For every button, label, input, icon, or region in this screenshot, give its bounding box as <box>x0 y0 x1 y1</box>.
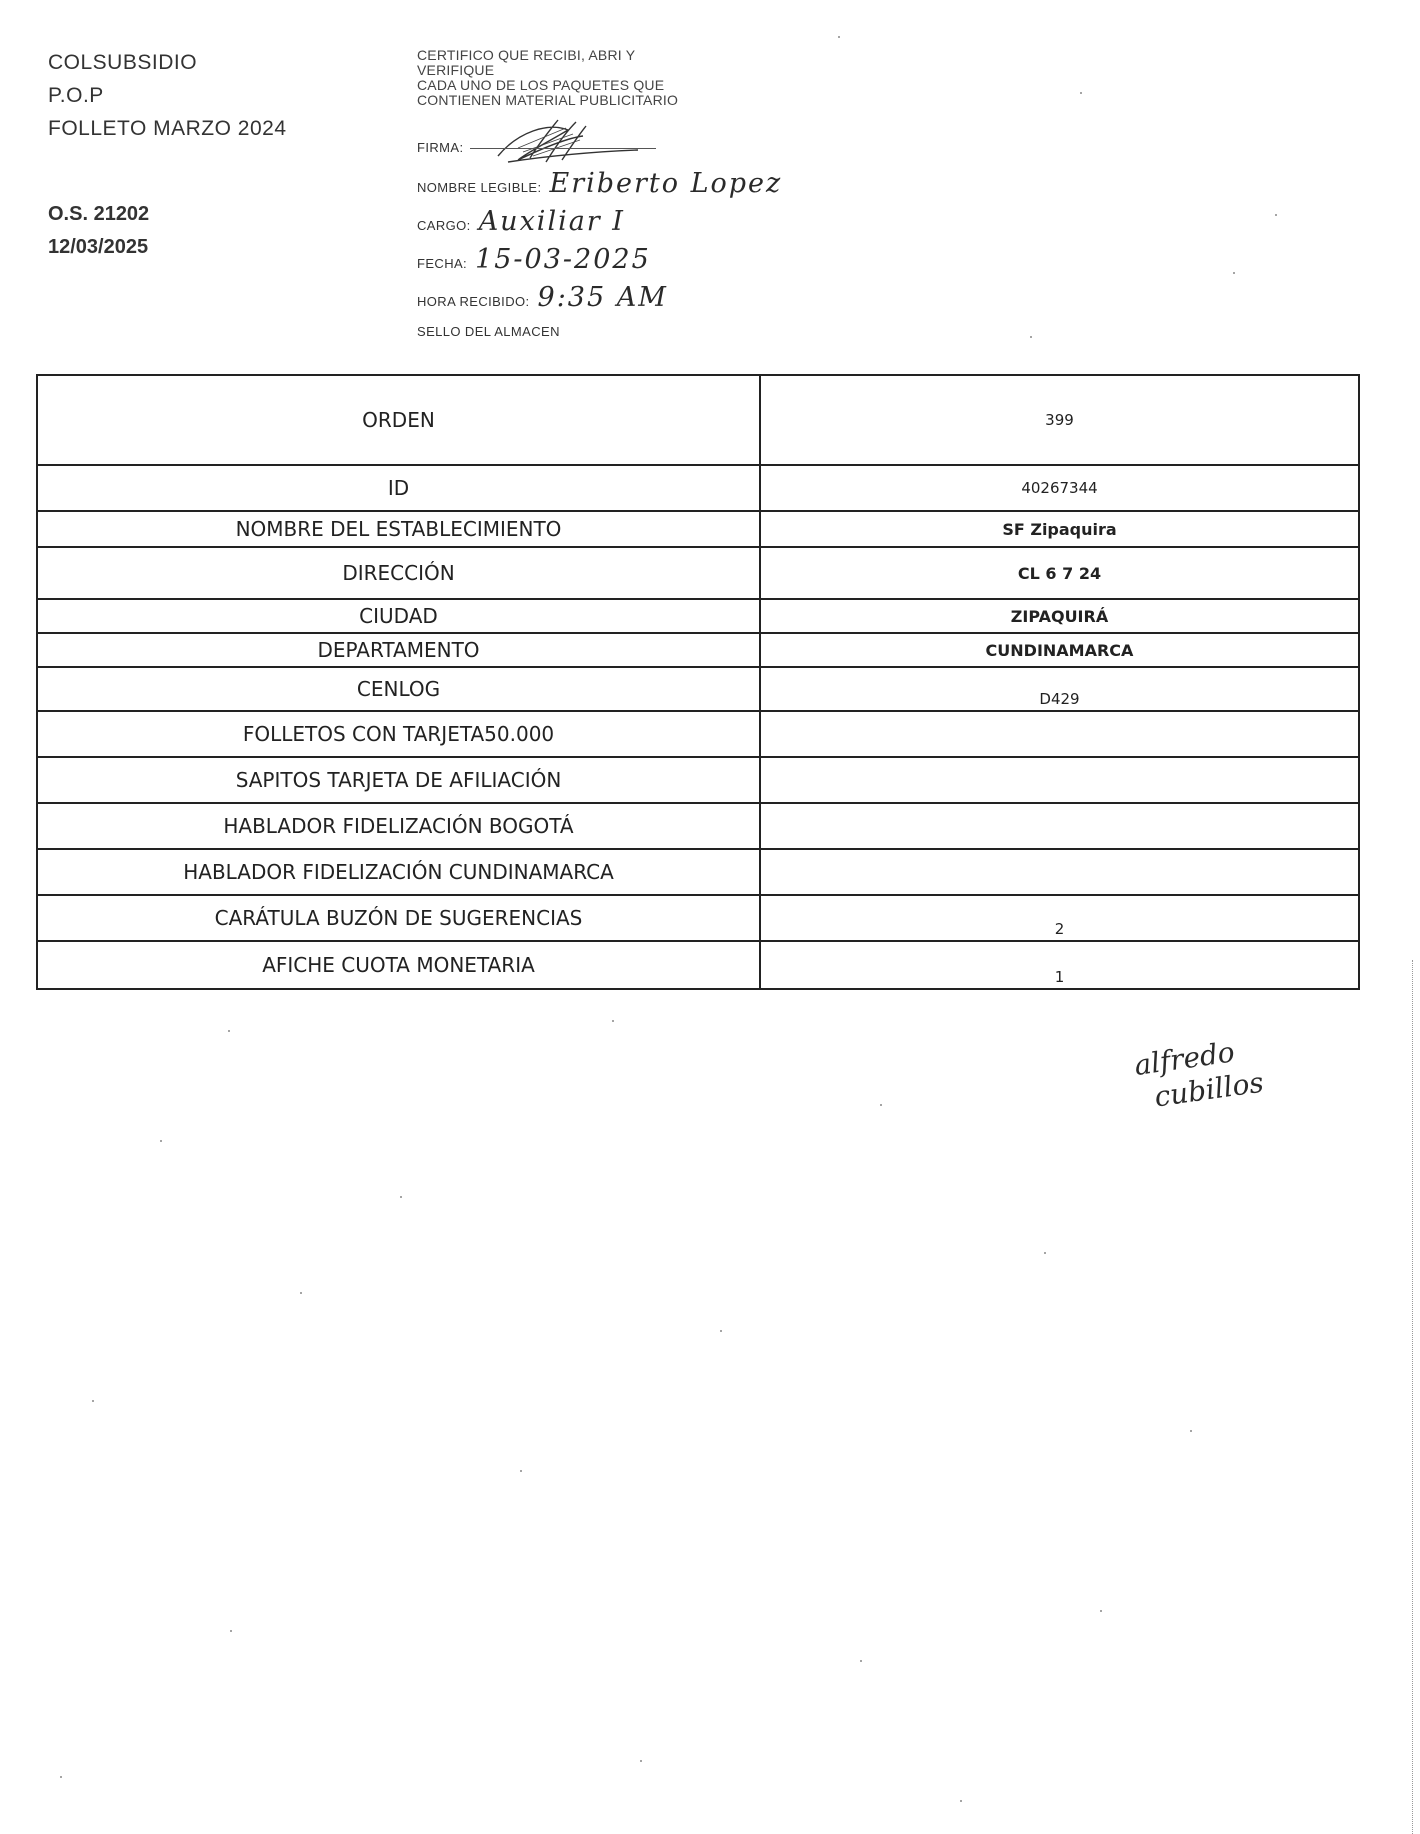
table-row <box>38 634 1358 668</box>
speck <box>520 1470 522 1472</box>
row-value <box>761 804 1358 848</box>
nombre-field <box>417 168 782 199</box>
delivery-table <box>36 374 1360 990</box>
row-value: 399 <box>1045 411 1074 429</box>
row-value <box>761 850 1358 894</box>
speck <box>640 1760 642 1762</box>
cargo-field <box>417 206 625 237</box>
cargo-value: Auxiliar I <box>478 206 625 237</box>
row-label: DIRECCIÓN <box>38 548 761 598</box>
nombre-label: NOMBRE LEGIBLE: <box>417 180 542 195</box>
table-row <box>38 712 1358 758</box>
annotation-line: cubillos <box>1152 1065 1266 1114</box>
row-value: CL 6 7 24 <box>1017 563 1102 583</box>
row-value: 2 <box>1054 920 1065 938</box>
speck <box>1080 92 1082 94</box>
table-row <box>38 512 1358 548</box>
row-label: HABLADOR FIDELIZACIÓN CUNDINAMARCA <box>38 850 761 894</box>
signature-image <box>488 112 668 174</box>
speck <box>1275 214 1277 216</box>
speck <box>1100 1610 1102 1612</box>
row-value: ZIPAQUIRÁ <box>1010 606 1109 626</box>
table-row <box>38 466 1358 512</box>
row-label: NOMBRE DEL ESTABLECIMIENTO <box>38 512 761 546</box>
table-row <box>38 896 1358 942</box>
speck <box>400 1196 402 1198</box>
company-subtitle: P.O.P <box>48 84 104 107</box>
speck <box>300 1292 302 1294</box>
row-value <box>761 712 1358 756</box>
service-order-number: O.S. 21202 <box>48 203 150 225</box>
row-value: SF Zipaquira <box>1002 519 1117 539</box>
table-row <box>38 548 1358 600</box>
speck <box>860 1660 862 1662</box>
signature-underline <box>470 148 656 149</box>
certificate-line: VERIFIQUE <box>417 62 495 78</box>
speck <box>60 1776 62 1778</box>
row-value: D429 <box>1039 690 1080 708</box>
campaign-title: FOLLETO MARZO 2024 <box>48 117 287 140</box>
annotation-line: alfredo <box>1132 1035 1237 1083</box>
certificate-line: CONTIENEN MATERIAL PUBLICITARIO <box>417 92 679 108</box>
speck <box>1190 1430 1192 1432</box>
hora-label: HORA RECIBIDO: <box>417 294 530 309</box>
speck <box>92 1400 94 1402</box>
service-order-block <box>48 198 149 264</box>
row-label: ID <box>38 466 761 510</box>
speck <box>612 1020 614 1022</box>
certificate-text <box>417 48 757 108</box>
table-row <box>38 600 1358 634</box>
firma-field <box>417 140 463 155</box>
hora-field <box>417 282 668 313</box>
speck <box>880 1104 882 1106</box>
table-row <box>38 850 1358 896</box>
sello-label: SELLO DEL ALMACEN <box>417 324 560 339</box>
scan-edge-line <box>1412 960 1414 1834</box>
service-order-date: 12/03/2025 <box>48 236 149 258</box>
sello-field <box>417 324 560 339</box>
row-label: CARÁTULA BUZÓN DE SUGERENCIAS <box>38 896 761 940</box>
hora-value: 9:35 AM <box>537 282 668 313</box>
row-label: HABLADOR FIDELIZACIÓN BOGOTÁ <box>38 804 761 848</box>
row-label: DEPARTAMENTO <box>38 634 761 666</box>
speck <box>838 36 840 38</box>
fecha-field <box>417 244 651 275</box>
row-label: SAPITOS TARJETA DE AFILIACIÓN <box>38 758 761 802</box>
row-value: 1 <box>1054 968 1065 986</box>
table-row <box>38 942 1358 990</box>
nombre-value: Eriberto Lopez <box>549 168 783 199</box>
handwritten-annotation <box>1108 1032 1266 1120</box>
speck <box>1233 272 1235 274</box>
row-label: CENLOG <box>38 668 761 710</box>
certificate-line: CADA UNO DE LOS PAQUETES QUE <box>417 77 665 93</box>
certificate-line: CERTIFICO QUE RECIBI, ABRI Y <box>417 47 636 63</box>
row-label: ORDEN <box>38 376 761 464</box>
speck <box>160 1140 162 1142</box>
table-row <box>38 668 1358 712</box>
row-label: CIUDAD <box>38 600 761 632</box>
speck <box>230 1630 232 1632</box>
table-row <box>38 376 1358 466</box>
table-row <box>38 804 1358 850</box>
cargo-label: CARGO: <box>417 218 471 233</box>
company-block <box>48 46 287 145</box>
company-name: COLSUBSIDIO <box>48 51 198 74</box>
row-value: CUNDINAMARCA <box>985 640 1134 660</box>
row-value: 40267344 <box>1021 479 1098 497</box>
speck <box>1044 1252 1046 1254</box>
speck <box>960 1800 962 1802</box>
speck <box>720 1330 722 1332</box>
speck <box>1030 336 1032 338</box>
row-label: AFICHE CUOTA MONETARIA <box>38 942 761 988</box>
fecha-value: 15-03-2025 <box>475 244 651 275</box>
row-value <box>761 758 1358 802</box>
fecha-label: FECHA: <box>417 256 468 271</box>
firma-label: FIRMA: <box>417 140 464 155</box>
speck <box>228 1030 230 1032</box>
row-label: FOLLETOS CON TARJETA50.000 <box>38 712 761 756</box>
table-row <box>38 758 1358 804</box>
